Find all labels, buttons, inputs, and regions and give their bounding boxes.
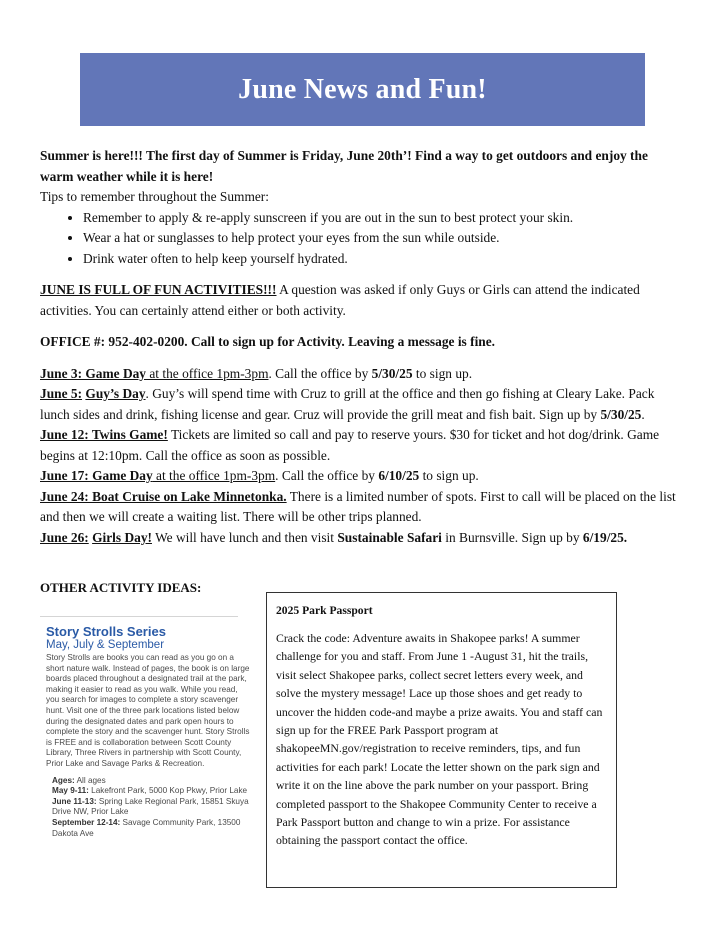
passport-body: Crack the code: Adventure awaits in Shakopee parks! A summer challenge for you and staff. From June 1 -August 31, hit the trails, visit select Shakopee parks, collect secret letters every week, and solve the mystery message! Lace up those shoes and get ready to uncover the hidden code-and maybe a prize awaits. You and staff can sign up for the FREE Park Passport program at shakopeeMN.gov/registration to receive reminders, tips, and fun activities for each park! Locate the letter shown on the park sign and write it on the line above the park number on your passport. Bring completed passport to the Shakopee Community Center to receive a Park Passport button and change to win a prize. For assistance obtaining the passport contact the office. — [276, 631, 603, 848]
strolls-date-june: June 11-13: Spring Lake Regional Park, 15851 Skuya Drive NW, Prior Lake — [52, 796, 249, 817]
event-june-5: June 5: Guy’s Day. Guy’s will spend time with Cruz to grill at the office and then go fishing at Cleary Lake. Pack lunch sides and drink, fishing license and gear. Cruz will provide the grill meat and fish bait. Sign up by 5/30/25. — [40, 386, 655, 422]
strolls-title: Story Strolls Series — [46, 624, 166, 639]
tip-item: • Drink water often to help keep yourself hydrated. — [83, 249, 680, 270]
tip-item: • Remember to apply & re-apply sunscreen if you are out in the sun to best protect your skin. — [83, 208, 680, 229]
strolls-ages: Ages: All ages — [52, 775, 106, 785]
strolls-description: Story Strolls are books you can read as you go on a short nature walk. Instead of pages, the book is on large boards placed throughout a designated trail at the park, making it easier to read as you walk. While you read, you search for images to complete a story scavenger hunt. Visit one of the three park locations listed below during the designated dates and park open hours to complete the story and the scavenger hunt. Story Strolls is FREE and is collaboration between Scott County Library, Three Rivers in partnership with Scott County, Prior Lake and Savage Parks & Recreation. — [46, 653, 250, 768]
strolls-date-may: May 9-11: Lakefront Park, 5000 Kop Pkwy, Prior Lake — [52, 786, 248, 796]
strolls-date-september: September 12-14: Savage Community Park, 13500 Dakota Ave — [52, 817, 241, 838]
tips-list — [40, 208, 680, 270]
strolls-details — [52, 776, 251, 840]
park-passport-box — [266, 592, 617, 888]
office-phone-line: OFFICE #: 952-402-0200. Call to sign up for Activity. Leaving a message is fine. — [40, 334, 496, 349]
intro-paragraph: Summer is here!!! The first day of Summer is Friday, June 20th’! Find a way to get outdoors and enjoy the warm weather while it is here! — [40, 148, 648, 184]
passport-title: 2025 Park Passport — [276, 604, 373, 617]
fun-activities-paragraph: JUNE IS FULL OF FUN ACTIVITIES!!! A question was asked if only Guys or Girls can attend the indicated activities. You can certainly attend either or both activity. — [40, 282, 640, 318]
divider — [40, 616, 238, 617]
page-title: June News and Fun! — [238, 73, 487, 105]
newsletter-body — [40, 146, 680, 548]
page-title-banner — [80, 53, 645, 126]
other-activities-heading: OTHER ACTIVITY IDEAS: — [40, 580, 202, 595]
strolls-subtitle: May, July & September — [46, 639, 165, 651]
fun-activities-heading: JUNE IS FULL OF FUN ACTIVITIES!!! — [40, 282, 277, 297]
story-strolls-flyer — [46, 617, 251, 839]
event-june-24: June 24: Boat Cruise on Lake Minnetonka. There is a limited number of spots. First to call will be placed on the list and then we will create a waiting list. There will be other trips planned. — [40, 488, 676, 524]
event-june-17: June 17: Game Day at the office 1pm-3pm. Call the office by 6/10/25 to sign up. — [40, 468, 479, 483]
tip-item: • Wear a hat or sunglasses to help protect your eyes from the sun while outside. — [83, 228, 680, 249]
event-june-26: June 26: Girls Day! We will have lunch and then visit Sustainable Safari in Burnsville. Sign up by 6/19/25. — [40, 529, 628, 545]
tips-heading: Tips to remember throughout the Summer: — [40, 189, 269, 204]
event-june-3: June 3: Game Day at the office 1pm-3pm. Call the office by 5/30/25 to sign up. — [40, 365, 473, 381]
event-june-12: June 12: Twins Game! Tickets are limited so call and pay to reserve yours. $30 for ticket and hot dog/drink. Game begins at 12:10pm. Call the office as soon as possible. — [40, 427, 660, 463]
